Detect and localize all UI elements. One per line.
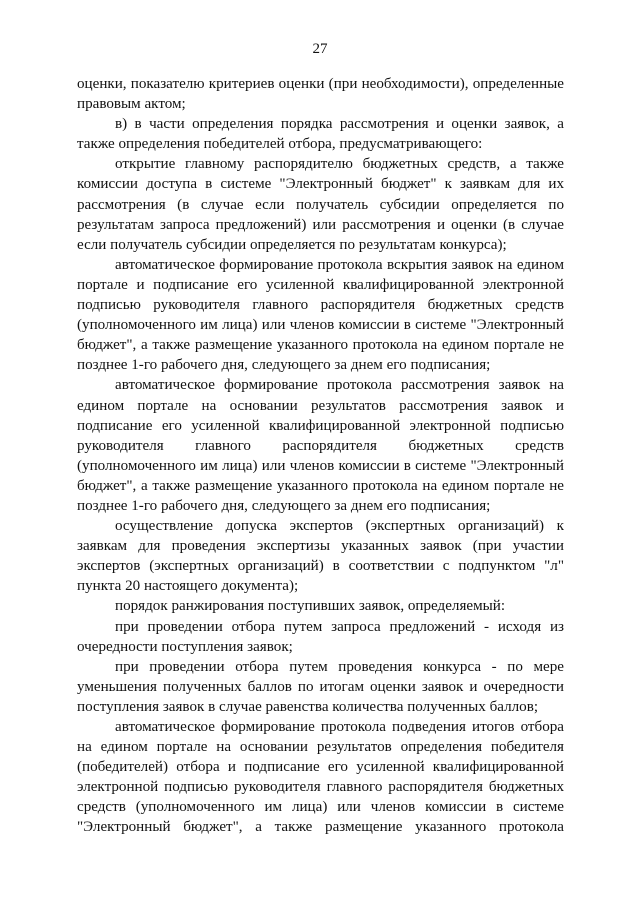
- paragraph-2: в) в части определения порядка рассмотрения и оценки заявок, а также определения победителей отбора, предусматривающего:: [77, 116, 564, 153]
- paragraph-4: автоматическое формирование протокола вскрытия заявок на едином портале и подписание его усиленной квалифицированной электронной подписью руководителя главного распорядителя бюджетных средств (уполномоченного им лица) или членов комиссии в системе "Электронный бюджет", а также размещение указанного протокола на едином портале не позднее 1-го рабочего дня, следующего за днем его подписания;: [77, 256, 564, 374]
- document-body: [77, 74, 564, 838]
- paragraph-6: осуществление допуска экспертов (экспертных организаций) к заявкам для проведения экспертизы указанных заявок (при участии экспертов (экспертных организаций) в соответствии с подпунктом "л" пункта 20 настоящего документа);: [77, 518, 564, 595]
- paragraph-1: оценки, показателю критериев оценки (при необходимости), определенные правовым актом;: [77, 76, 564, 113]
- paragraph-3: открытие главному распорядителю бюджетных средств, а также комиссии доступа в системе "Электронный бюджет" к заявкам для их рассмотрения (в случае если получатель субсидии определяется по результатам запроса предложений) или рассмотрения и оценки (в случае если получатель субсидии определяется по результатам конкурса);: [77, 156, 564, 253]
- paragraph-10: автоматическое формирование протокола подведения итогов отбора на едином портале на основании результатов определения победителя (победителей) отбора и подписание его усиленной квалифицированной электронной подписью руководителя главного распорядителя бюджетных средств (уполномоченного им лица) или членов комиссии в системе "Электронный бюджет", а также размещение указанного протокола: [77, 719, 564, 836]
- paragraph-7: порядок ранжирования поступивших заявок, определяемый:: [115, 598, 506, 615]
- paragraph-5: автоматическое формирование протокола рассмотрения заявок на едином портале на основании результатов рассмотрения заявок и подписание его усиленной квалифицированной электронной подписью руководителя главного распорядителя бюджетных средств (уполномоченного им лица) или членов комиссии в системе "Электронный бюджет", а также размещение указанного протокола на едином портале не позднее 1-го рабочего дня, следующего за днем его подписания;: [77, 377, 564, 514]
- paragraph-8: при проведении отбора путем запроса предложений - исходя из очередности поступления заявок;: [77, 618, 564, 655]
- paragraph-9: при проведении отбора путем проведения конкурса - по мере уменьшения полученных баллов по итогам оценки заявок и очередности поступления заявок в случае равенства количества полученных баллов;: [77, 658, 564, 715]
- page-number: 27: [312, 41, 328, 57]
